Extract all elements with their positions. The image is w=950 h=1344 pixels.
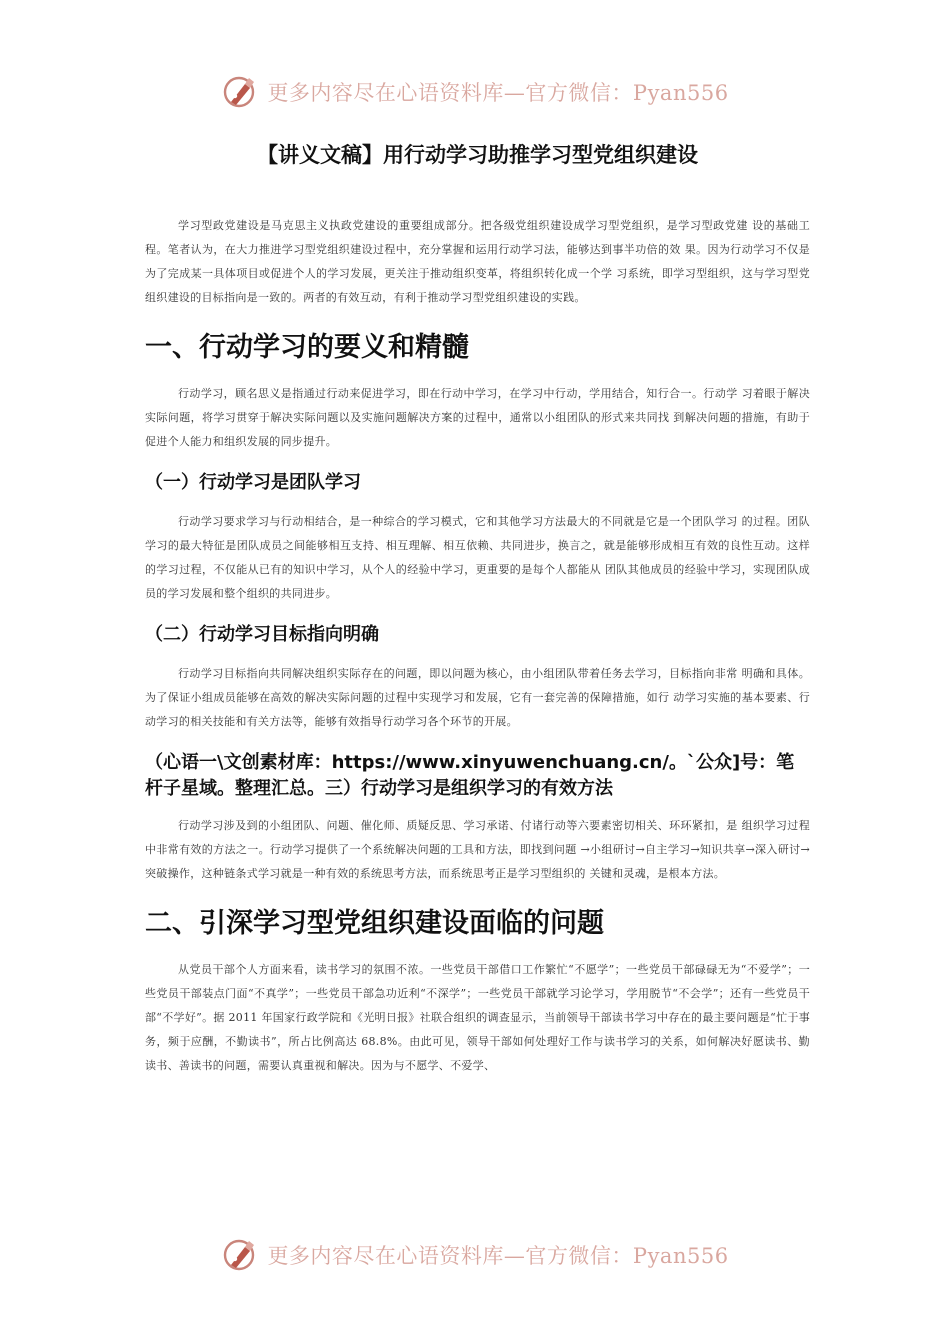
subsection-3-paragraph: 行动学习涉及到的小组团队、问题、催化师、质疑反思、学习承诺、付诸行动等六要素密切相关、环环紧扣，是 组织学习过程中非常有效的方法之一。行动学习提供了一个系统解决问题的工具和方法，即找到问题 →小组研讨→自主学习→知识共享→深入研讨→突破操作，这种链条式学习就是一种有效的系统思考方法，而系统思考正是学习型组织的 关键和灵魂，是根本方法。 xyxy=(145,819,810,880)
subsection-2-paragraph: 行动学习目标指向共同解决组织实际存在的问题，即以问题为核心，由小组团队带着任务去学习，目标指向非常 明确和具体。为了保证小组成员能够在高效的解决实际问题的过程中实现学习和发展，它有一套完善的保障措施，如行 动学习实施的基本要素、行动学习的相关技能和有关方法等，能够有效指导行动学习各个环节的开展。 xyxy=(145,667,810,728)
document-body xyxy=(145,140,810,1078)
section-1-heading: 一、行动学习的要义和精髓 xyxy=(145,332,469,363)
subsection-2-heading: （二）行动学习目标指向明确 xyxy=(145,624,379,645)
source-notice-heading: （心语一\文创素材库：https://www.xinyuwenchuang.cn/。`公众]号：笔杆子星域。整理汇总。三）行动学习是组织学习的有效方法 xyxy=(145,752,795,799)
section-2-heading: 二、引深学习型党组织建设面临的问题 xyxy=(145,908,604,939)
subsection-1-heading: （一）行动学习是团队学习 xyxy=(145,472,361,493)
subsection-1-paragraph: 行动学习要求学习与行动相结合，是一种综合的学习模式，它和其他学习方法最大的不同就是它是一个团队学习 的过程。团队学习的最大特征是团队成员之间能够相互支持、相互理解、相互依赖、共同进步，换言之，就是能够形成相互有效的良性互动。这样的学习过程，不仅能从已有的知识中学习，从个人的经验中学习，更重要的是每个人都能从 团队其他成员的经验中学习，实现团队成员的学习发展和整个组织的共同进步。 xyxy=(145,515,810,600)
footer-watermark xyxy=(0,1235,950,1275)
watermark-text: 更多内容尽在心语资料库—官方微信：Pyan556 xyxy=(267,1244,729,1268)
section-1-paragraph: 行动学习，顾名思义是指通过行动来促进学习，即在行动中学习，在学习中行动，学用结合，知行合一。行动学 习着眼于解决实际问题，将学习贯穿于解决实际问题以及实施问题解决方案的过程中，通常以小组团队的形式来共同找 到解决问题的措施，有助于促进个人能力和组织发展的同步提升。 xyxy=(145,387,810,448)
intro-paragraph: 学习型政党建设是马克思主义执政党建设的重要组成部分。把各级党组织建设成学习型党组织，是学习型政党建 设的基础工程。笔者认为，在大力推进学习型党组织建设过程中，充分掌握和运用行动学习法，能够达到事半功倍的效 果。因为行动学习不仅是为了完成某一具体项目或促进个人的学习发展，更关注于推动组织变革，将组织转化成一个学 习系统，即学习型组织，这与学习型党组织建设的目标指向是一致的。两者的有效互动，有利于推动学习型党组织建设的实践。 xyxy=(145,219,810,304)
pen-logo-icon xyxy=(221,72,261,112)
document-title: 【讲义文稿】用行动学习助推学习型党组织建设 xyxy=(257,143,698,167)
pen-logo-icon xyxy=(221,1235,261,1275)
section-2-paragraph: 从党员干部个人方面来看，读书学习的氛围不浓。一些党员干部借口工作繁忙“不愿学”；一些党员干部碌碌无为“不爱学”；一些党员干部装点门面“不真学”；一些党员干部急功近利“不深学”；一些党员干部就学习论学习，学用脱节“不会学”；还有一些党员干部“不学好”。据 2011 年国家行政学院和《光明日报》社联合组织的调查显示，当前领导干部读书学习中存在的最主要问题是“忙于事务，频于应酬，不勤读书”，所占比例高达 68.8%。由此可见，领导干部如何处理好工作与读书学习的关系，如何解决好愿读书、勤读书、善读书的问题，需要认真重视和解决。因为与不愿学、不爱学、 xyxy=(145,963,810,1072)
header-watermark xyxy=(0,72,950,112)
watermark-text: 更多内容尽在心语资料库—官方微信：Pyan556 xyxy=(267,81,729,105)
